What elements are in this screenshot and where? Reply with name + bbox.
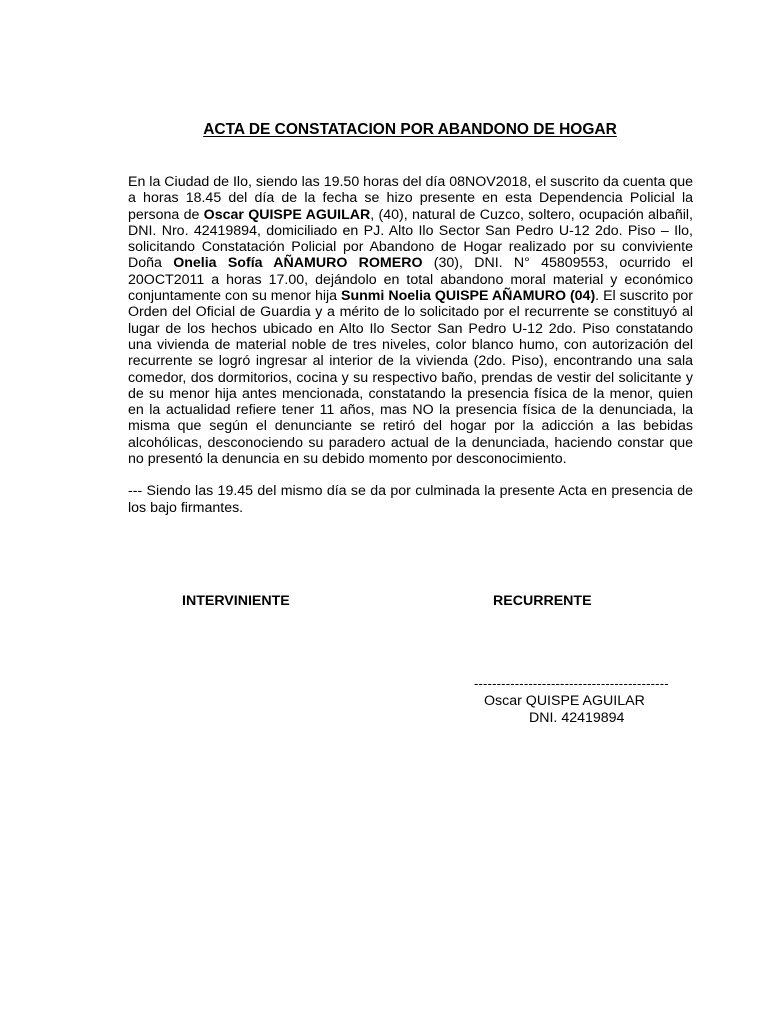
- signer-name: Oscar QUISPE AGUILAR: [484, 693, 645, 709]
- body-text-1: En la Ciudad de Ilo, siendo las 19.50 horas del día 08NOV2018, el suscrito da cuenta que a horas 18.45 del día de la fecha se hizo presente en esta Dependencia Policial la persona de: [128, 174, 693, 223]
- document-title: ACTA DE CONSTATACION POR ABANDONO DE HOGAR: [203, 121, 617, 138]
- signature-label-interviniente: INTERVINIENTE: [182, 593, 290, 609]
- main-paragraph: [128, 174, 693, 467]
- signature-line: -------------------------------------------: [474, 676, 669, 691]
- body-text-3: (30), DNI. N° 45809553, ocurrido el 20OCT2011 a horas 17.00, dejándolo en total abandono moral material y económico conjuntamente con su menor hija: [128, 255, 694, 305]
- body-text-4: . El suscrito por Orden del Oficial de Guardia y a mérito de lo solicitado por el recurrente se constituyó al lugar de los hechos ubicado en Alto Ilo Sector San Pedro U-12 2do. Piso constatando una vivienda de material noble de tres niveles, color blanco humo, con autorización del recurrente se logró ingresar al interior de la vivienda (2do. Piso), encontrando una sala comedor, dos dormitorios, cocina y su respectivo baño, prendas de vestir del solicitante y de su menor hija antes mencionada, constatando la presencia física de la menor, quien en la actualidad refiere tener 11 años, mas NO la presencia física de la denunciada, la misma que según el denunciante se retiró del hogar por la adicción a las bebidas alcohólicas, desconociendo su paradero actual de la denunciada, haciendo constar que no presentó la denuncia en su debido momento por desconocimiento.: [128, 288, 693, 468]
- signature-label-recurrente: RECURRENTE: [493, 593, 592, 609]
- partner-name: Onelia Sofía AÑAMURO ROMERO: [173, 255, 423, 272]
- body-text-2: , (40), natural de Cuzco, soltero, ocupación albañil, DNI. Nro. 42419894, domiciliado en PJ. Alto Ilo Sector San Pedro U-12 2do. Piso – Ilo, solicitando Constatación Policial por Abandono de Hogar realizado por su conviviente Doña: [128, 206, 693, 272]
- daughter-name: Sunmi Noelia QUISPE AÑAMURO (04): [341, 288, 596, 305]
- signer-dni: DNI. 42419894: [529, 710, 625, 726]
- complainant-name: Oscar QUISPE AGUILAR: [203, 206, 371, 223]
- closing-paragraph: --- Siendo las 19.45 del mismo día se da por culminada la presente Acta en presencia de los bajo firmantes.: [128, 483, 693, 516]
- document-body: [128, 174, 693, 516]
